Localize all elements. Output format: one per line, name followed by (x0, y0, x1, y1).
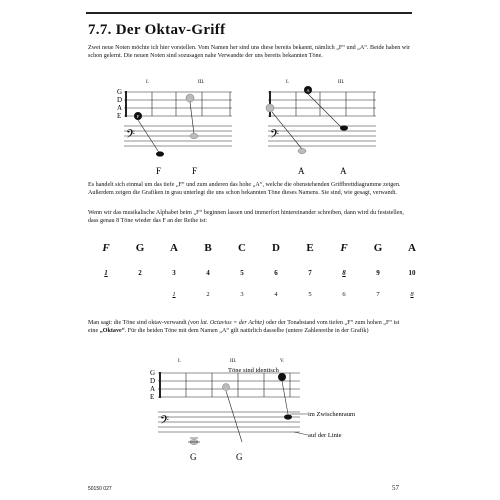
bass-clef-icon: 𝄢 (270, 129, 280, 144)
fret-marker-1: I. (146, 80, 149, 85)
alphabet-paragraph: Wenn wir das musikalische Alphabet beim „F“ beginnen lassen und immerfort hintereinander schreiben, dann wird du feststellen, dass genau 8 Töne wieder das F an der Reihe ist: (88, 210, 404, 225)
note-cell: F (340, 242, 348, 254)
line-label: auf der Linie (308, 432, 342, 439)
sub-number-cell: 1 (172, 291, 176, 298)
number-row (94, 269, 416, 287)
space-label: im Zwischenraum (308, 411, 356, 418)
note-label: F (192, 166, 198, 176)
number-cell: 9 (376, 269, 380, 277)
note-label: A (340, 166, 347, 176)
fret-marker-3: III. (198, 80, 205, 85)
section-title: 7.7. Der Oktav-Griff (88, 22, 226, 38)
connector-arrow (226, 391, 242, 442)
staff-right (268, 94, 376, 176)
note-label: G (236, 452, 243, 462)
note-cell: E (306, 242, 314, 254)
sub-number-cell: 6 (342, 291, 346, 298)
page-number: 57 (392, 484, 399, 492)
note-head (340, 125, 348, 130)
number-cell: 1 (104, 269, 108, 277)
note-dot (278, 373, 286, 381)
svg-text:F: F (136, 114, 140, 119)
octave-paragraph: Man sagt: die Töne sind oktav-verwandt (von lat. Octavius = der Achte) oder der Tonabstand vom tiefen „F“ zum hohen „F“ ist eine „Oktave“. Für die beiden Töne mit dem Namen „A“ gilt natürlich dasselbe (untere Zahlenreihe in der Grafik) (88, 320, 400, 335)
note-row (94, 242, 416, 260)
string-label-g: G (117, 88, 123, 96)
svg-text:I.: I. (286, 80, 289, 85)
bass-clef-icon: 𝄢 (160, 415, 170, 430)
note-cell: A (408, 242, 416, 254)
sub-number-cell: 8 (410, 291, 414, 298)
string-label-e: E (117, 112, 122, 120)
note-cell: C (238, 242, 246, 254)
sub-number-cell: 7 (376, 291, 380, 298)
known-note-dot (186, 94, 194, 102)
svg-text:E: E (150, 393, 155, 401)
page (78, 0, 414, 500)
svg-text:I.: I. (178, 359, 181, 364)
octave-identity-diagram (150, 354, 410, 466)
number-cell: 10 (408, 269, 416, 277)
connector-arrow (138, 120, 160, 154)
svg-text:D: D (150, 377, 156, 385)
sub-number-cell: 2 (206, 291, 210, 298)
footer-code: 50150 027 (88, 486, 112, 492)
intro-paragraph: Zwei neue Noten möchte ich hier vorstellen. Vom Namen her sind uns diese bereits bekannt, nämlich „F“ und „A“. Beide haben wir schon gelernt. Die neuen Noten sind sozusagen nahe Verwandte der uns bereits bekannten Töne. (88, 45, 410, 60)
note-head (284, 414, 292, 419)
svg-text:A: A (306, 88, 310, 93)
number-cell: 3 (172, 269, 176, 277)
note-label: G (190, 452, 197, 462)
note-cell: F (102, 242, 110, 254)
number-cell: 8 (342, 269, 346, 277)
sub-number-cell: 4 (274, 291, 278, 298)
number-cell: 5 (240, 269, 244, 277)
string-label-d: D (117, 96, 123, 104)
svg-text:III.: III. (338, 80, 345, 85)
sub-number-cell: 5 (308, 291, 312, 298)
alphabet-table (94, 242, 416, 310)
connector-arrow (282, 381, 288, 414)
note-head-gray (190, 133, 198, 138)
fretboard-left (117, 80, 232, 120)
svg-text:III.: III. (230, 359, 237, 364)
connector-arrow (308, 94, 342, 128)
known-note-dot (266, 104, 274, 112)
octave-grip-diagram (112, 76, 412, 180)
note-label: F (156, 166, 162, 176)
number-cell: 7 (308, 269, 312, 277)
note-cell: A (170, 242, 178, 254)
svg-text:V.: V. (280, 359, 285, 364)
number-cell: 6 (274, 269, 278, 277)
note-label: A (298, 166, 305, 176)
sub-number-row (94, 291, 414, 309)
svg-text:A: A (150, 385, 156, 393)
svg-text:G: G (150, 369, 156, 377)
fretboard-right (266, 80, 376, 117)
connector-arrow (190, 102, 194, 134)
string-label-a: A (117, 104, 123, 112)
sub-number-cell: 3 (240, 291, 244, 298)
note-head-gray (298, 148, 306, 153)
bass-clef-icon: 𝄢 (126, 129, 136, 144)
note-cell: D (272, 242, 280, 254)
number-cell: 4 (206, 269, 210, 277)
note-dot-gray (223, 384, 230, 391)
identity-caption: Töne sind identisch (228, 367, 279, 374)
note-cell: G (135, 242, 145, 254)
relation-paragraph: Es handelt sich einmal um das tiefe „F“ und zum anderen das hohe „A“, welche die obenstehenden Griffbrettdiagramme zeigen. Außerdem zeigen die Grafiken in grau unterlegt die uns schon bekannten Töne dieses Namens. Sie sind, wie gesagt, verwandt. (88, 182, 401, 197)
note-cell: G (373, 242, 383, 254)
note-head (156, 151, 164, 156)
number-cell: 2 (138, 269, 142, 277)
note-cell: B (204, 242, 212, 254)
